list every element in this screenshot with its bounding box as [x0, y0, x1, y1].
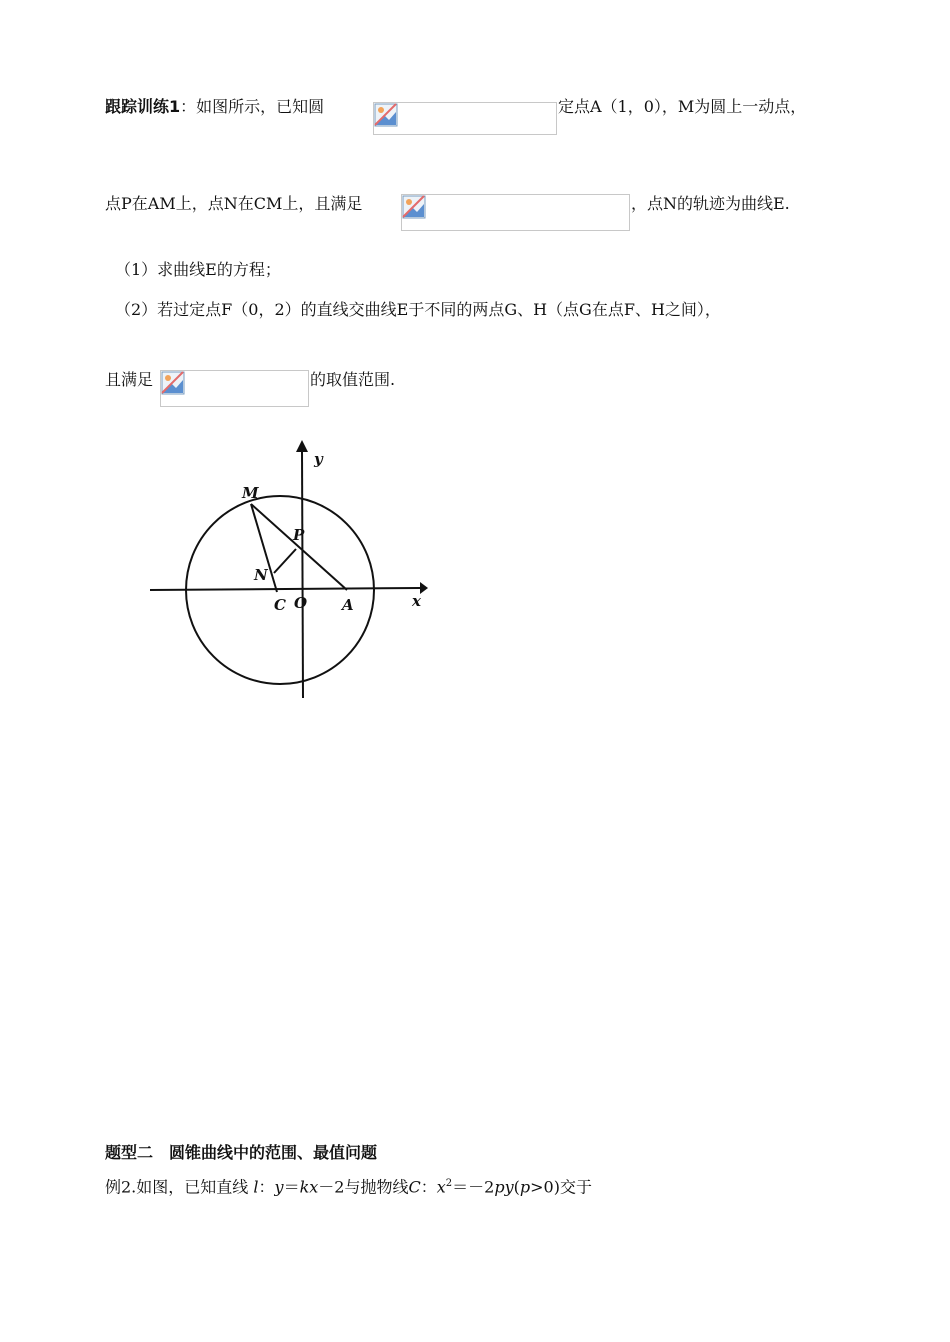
broken-image-icon	[402, 195, 426, 219]
exercise-line-5-tail	[310, 370, 395, 390]
exercise-line-2-tail	[631, 194, 790, 214]
segment-NP	[274, 549, 296, 573]
broken-image-vector-condition	[401, 194, 630, 231]
exercise-text: ，点N的轨迹为曲线E.	[631, 194, 790, 213]
math-x: x	[436, 1177, 446, 1197]
math-p: p	[519, 1177, 531, 1197]
math-py: py	[494, 1177, 514, 1197]
example-text: >0)交于	[530, 1177, 592, 1197]
math-sup: 2	[445, 1178, 453, 1189]
geometry-figure	[120, 430, 440, 710]
label-P: P	[293, 526, 305, 544]
label-N: N	[254, 566, 268, 584]
x-axis	[150, 588, 420, 590]
broken-image-ratio-range	[160, 370, 309, 407]
example-text: 例2.如图，已知直线	[105, 1177, 249, 1197]
math-colon: ：	[258, 1177, 275, 1197]
y-axis-arrow	[296, 440, 308, 452]
math-y: y	[274, 1177, 284, 1197]
broken-image-circle-equation	[373, 102, 557, 135]
label-A: A	[342, 596, 354, 614]
exercise-line-5	[105, 370, 153, 390]
exercise-text: ：如图所示，已知圆	[180, 97, 325, 116]
math-l: l	[253, 1177, 259, 1197]
exercise-text: 的取值范围.	[310, 370, 396, 389]
example-2	[105, 1174, 592, 1197]
section-title: 题型二 圆锥曲线中的范围、最值问题	[105, 1143, 378, 1162]
example-text: －2与抛物线	[318, 1177, 409, 1197]
label-y: y	[314, 450, 323, 468]
label-C: C	[274, 596, 286, 614]
y-axis	[302, 450, 303, 698]
broken-image-icon	[161, 371, 185, 395]
question-2: （2）若过定点F（0，2）的直线交曲线E于不同的两点G、H（点G在点F、H之间），	[115, 300, 721, 319]
label-M: M	[242, 484, 259, 502]
math-paren: (	[513, 1177, 520, 1197]
question-1: （1）求曲线E的方程；	[115, 260, 281, 279]
exercise-title: 跟踪训练1	[105, 97, 181, 116]
label-O: O	[294, 594, 308, 612]
exercise-text: 且满足	[105, 370, 154, 389]
label-x: x	[412, 592, 421, 610]
exercise-line-2	[105, 194, 362, 214]
x-axis-arrow	[420, 582, 428, 594]
math-kx: kx	[299, 1177, 319, 1197]
broken-image-icon	[374, 103, 398, 127]
math-eq: ＝	[283, 1177, 300, 1197]
exercise-text: 定点A（1，0），M为圆上一动点，	[558, 97, 807, 116]
math-C: C	[408, 1177, 421, 1197]
exercise-line-1	[105, 97, 324, 117]
exercise-text: 点P在AM上，点N在CM上，且满足	[105, 194, 363, 213]
math-colon: ：	[420, 1177, 437, 1197]
math-eq: ＝－2	[452, 1177, 495, 1197]
exercise-line-1-tail	[558, 97, 806, 117]
